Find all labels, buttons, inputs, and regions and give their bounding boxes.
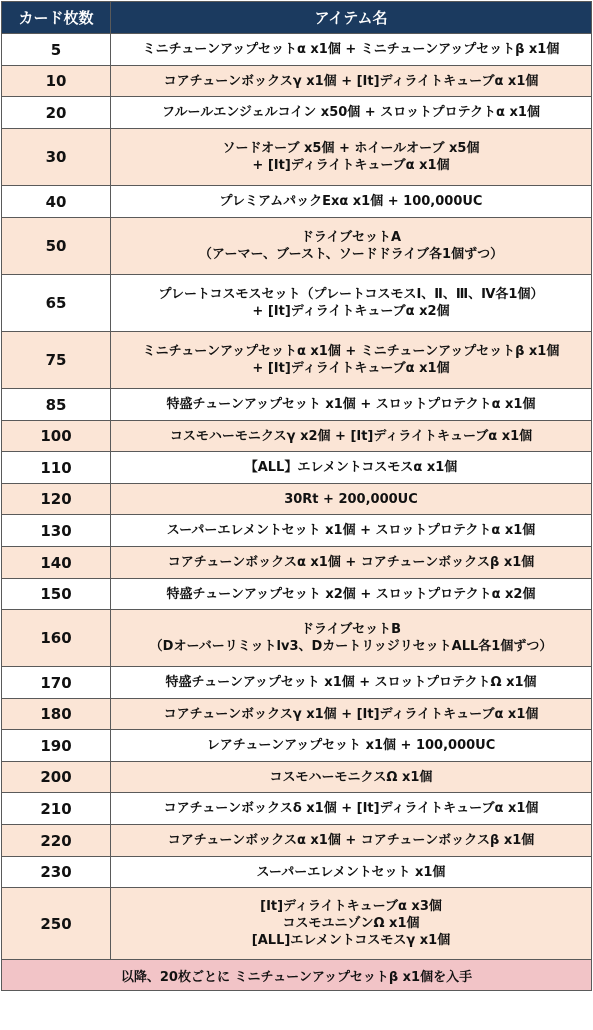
- card-count-cell: 250: [2, 888, 111, 960]
- item-name-cell: コスモハーモニクスΩ x1個: [111, 762, 592, 793]
- card-count-cell: 110: [2, 452, 111, 484]
- card-count-cell: 190: [2, 730, 111, 762]
- item-name-cell: 特盛チューンアップセット x1個 + スロットプロテクトΩ x1個: [111, 667, 592, 699]
- item-name-cell: ミニチューンアップセットα x1個 + ミニチューンアップセットβ x1個 + [It]ディライトキューブα x1個: [111, 332, 592, 389]
- item-name-cell: コアチューンボックスα x1個 + コアチューンボックスβ x1個: [111, 547, 592, 579]
- reward-table: [1, 1, 592, 991]
- table-row: [2, 389, 592, 421]
- table-row: [2, 667, 592, 699]
- card-count-cell: 130: [2, 515, 111, 547]
- table-row: [2, 730, 592, 762]
- item-name-cell: ソードオーブ x5個 + ホイールオーブ x5個 + [It]ディライトキューブα x1個: [111, 129, 592, 186]
- card-count-cell: 30: [2, 129, 111, 186]
- table-header-row: [2, 2, 592, 34]
- card-count-cell: 120: [2, 484, 111, 515]
- footer-note: 以降、20枚ごとに ミニチューンアップセットβ x1個を入手: [2, 960, 592, 991]
- card-count-cell: 180: [2, 699, 111, 730]
- item-name-cell: 特盛チューンアップセット x1個 + スロットプロテクトα x1個: [111, 389, 592, 421]
- item-name-header: アイテム名: [111, 2, 592, 34]
- footer-row: [2, 960, 592, 991]
- table-row: [2, 484, 592, 515]
- table-row: [2, 275, 592, 332]
- item-name-cell: レアチューンアップセット x1個 + 100,000UC: [111, 730, 592, 762]
- item-name-cell: プレートコスモスセット（プレートコスモスⅠ、Ⅱ、Ⅲ、Ⅳ各1個） + [It]ディライトキューブα x2個: [111, 275, 592, 332]
- table-row: [2, 579, 592, 610]
- item-name-cell: コアチューンボックスδ x1個 + [It]ディライトキューブα x1個: [111, 793, 592, 825]
- table-row: [2, 34, 592, 66]
- item-name-cell: 【ALL】エレメントコスモスα x1個: [111, 452, 592, 484]
- item-name-cell: コアチューンボックスγ x1個 + [It]ディライトキューブα x1個: [111, 699, 592, 730]
- table-row: [2, 66, 592, 97]
- table-row: [2, 452, 592, 484]
- item-name-cell: ミニチューンアップセットα x1個 + ミニチューンアップセットβ x1個: [111, 34, 592, 66]
- table-row: [2, 762, 592, 793]
- card-count-cell: 200: [2, 762, 111, 793]
- table-row: [2, 186, 592, 218]
- item-name-cell: [It]ディライトキューブα x3個 コスモユニゾンΩ x1個 [ALL]エレメントコスモスγ x1個: [111, 888, 592, 960]
- item-name-cell: 特盛チューンアップセット x2個 + スロットプロテクトα x2個: [111, 579, 592, 610]
- item-name-cell: スーパーエレメントセット x1個: [111, 857, 592, 888]
- card-count-cell: 50: [2, 218, 111, 275]
- item-name-cell: 30Rt + 200,000UC: [111, 484, 592, 515]
- card-count-cell: 10: [2, 66, 111, 97]
- item-name-cell: ドライブセットA （アーマー、ブースト、ソードドライブ各1個ずつ）: [111, 218, 592, 275]
- table-row: [2, 332, 592, 389]
- card-count-cell: 220: [2, 825, 111, 857]
- card-count-cell: 20: [2, 97, 111, 129]
- table-body: [2, 34, 592, 960]
- card-count-cell: 210: [2, 793, 111, 825]
- item-name-cell: コアチューンボックスα x1個 + コアチューンボックスβ x1個: [111, 825, 592, 857]
- table-row: [2, 888, 592, 960]
- item-name-cell: プレミアムパックExα x1個 + 100,000UC: [111, 186, 592, 218]
- table-row: [2, 515, 592, 547]
- table-row: [2, 421, 592, 452]
- item-name-cell: スーパーエレメントセット x1個 + スロットプロテクトα x1個: [111, 515, 592, 547]
- table-row: [2, 218, 592, 275]
- card-count-cell: 65: [2, 275, 111, 332]
- card-count-cell: 170: [2, 667, 111, 699]
- card-count-cell: 160: [2, 610, 111, 667]
- table-row: [2, 547, 592, 579]
- table-row: [2, 857, 592, 888]
- card-count-cell: 85: [2, 389, 111, 421]
- table-row: [2, 610, 592, 667]
- card-count-cell: 230: [2, 857, 111, 888]
- card-count-cell: 100: [2, 421, 111, 452]
- item-name-cell: コスモハーモニクスγ x2個 + [It]ディライトキューブα x1個: [111, 421, 592, 452]
- card-count-cell: 40: [2, 186, 111, 218]
- table-row: [2, 825, 592, 857]
- table-row: [2, 129, 592, 186]
- table-row: [2, 699, 592, 730]
- card-count-cell: 140: [2, 547, 111, 579]
- table-row: [2, 97, 592, 129]
- card-count-header: カード枚数: [2, 2, 111, 34]
- item-name-cell: フルールエンジェルコイン x50個 + スロットプロテクトα x1個: [111, 97, 592, 129]
- card-count-cell: 150: [2, 579, 111, 610]
- table-row: [2, 793, 592, 825]
- card-count-cell: 75: [2, 332, 111, 389]
- item-name-cell: ドライブセットB （Dオーバーリミットlv3、DカートリッジリセットALL各1個ずつ）: [111, 610, 592, 667]
- card-count-cell: 5: [2, 34, 111, 66]
- item-name-cell: コアチューンボックスγ x1個 + [It]ディライトキューブα x1個: [111, 66, 592, 97]
